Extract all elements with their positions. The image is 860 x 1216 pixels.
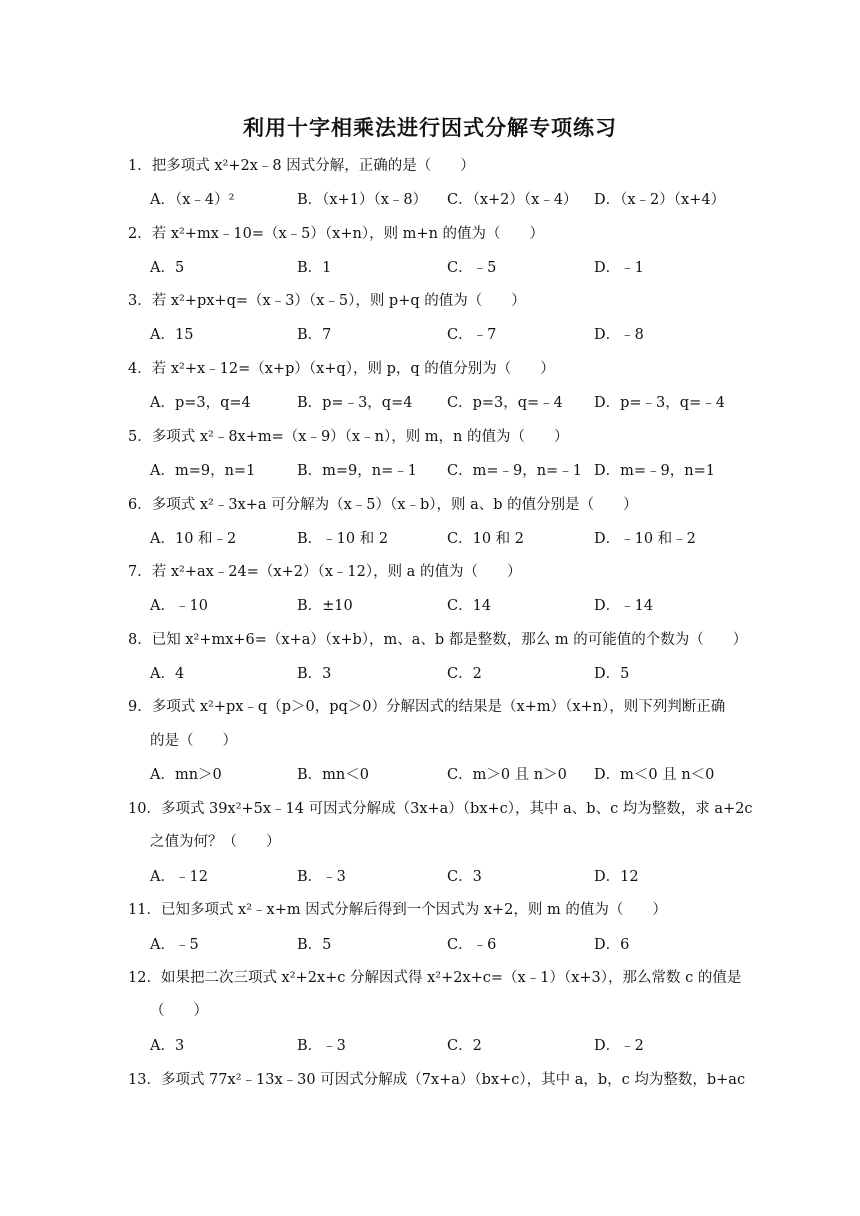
option-b: B．p=﹣3，q=4 bbox=[297, 395, 413, 411]
option-c: C．m＞0 且 n＞0 bbox=[447, 767, 567, 783]
option-c: C．p=3，q=﹣4 bbox=[447, 395, 563, 411]
question-stem: 11．已知多项式 x²﹣x+m 因式分解后得到一个因式为 x+2，则 m 的值为（ ） bbox=[128, 902, 667, 918]
question-stem-continuation: （ ） bbox=[150, 1003, 208, 1019]
option-c: C．2 bbox=[447, 1038, 482, 1054]
option-b: B．5 bbox=[297, 937, 332, 953]
option-b: B．（x+1）（x﹣8） bbox=[297, 192, 428, 208]
option-d: D．﹣14 bbox=[594, 598, 654, 614]
option-c: C．﹣7 bbox=[447, 327, 497, 343]
page-title: 利用十字相乘法进行因式分解专项练习 bbox=[243, 115, 617, 140]
option-b: B．3 bbox=[297, 666, 332, 682]
option-d: D．﹣8 bbox=[594, 327, 644, 343]
question-stem: 6．多项式 x²﹣3x+a 可分解为（x﹣5）（x﹣b），则 a、b 的值分别是（ ） bbox=[128, 497, 638, 513]
option-c: C．m=﹣9，n=﹣1 bbox=[447, 463, 582, 479]
option-c: C．14 bbox=[447, 598, 492, 614]
question-stem: 12．如果把二次三项式 x²+2x+c 分解因式得 x²+2x+c=（x﹣1）（x+3），那么常数 c 的值是 bbox=[128, 970, 742, 986]
option-c: C．﹣6 bbox=[447, 937, 497, 953]
question-stem: 3．若 x²+px+q=（x﹣3）（x﹣5），则 p+q 的值为（ ） bbox=[128, 293, 526, 309]
option-d: D．m＜0 且 n＜0 bbox=[594, 767, 715, 783]
option-a: A．﹣5 bbox=[150, 937, 199, 953]
option-b: B．m=9，n=﹣1 bbox=[297, 463, 417, 479]
option-a: A．﹣12 bbox=[150, 869, 208, 885]
option-a: A．（x﹣4）² bbox=[150, 192, 235, 208]
option-d: D．﹣2 bbox=[594, 1038, 644, 1054]
option-a: A．3 bbox=[150, 1038, 185, 1054]
option-d: D．（x﹣2）（x+4） bbox=[594, 192, 726, 208]
question-stem: 8．已知 x²+mx+6=（x+a）（x+b），m、a、b 都是整数，那么 m 的可能值的个数为（ ） bbox=[128, 632, 748, 648]
option-c: C．10 和 2 bbox=[447, 531, 524, 547]
option-a: A．10 和﹣2 bbox=[150, 531, 237, 547]
question-stem: 1．把多项式 x²+2x﹣8 因式分解，正确的是（ ） bbox=[128, 158, 475, 174]
option-b: B．﹣3 bbox=[297, 1038, 346, 1054]
option-a: A．﹣10 bbox=[150, 598, 208, 614]
question-stem-continuation: 之值为何？（ ） bbox=[150, 834, 281, 850]
option-b: B．﹣10 和 2 bbox=[297, 531, 389, 547]
option-c: C．2 bbox=[447, 666, 482, 682]
option-a: A．15 bbox=[150, 327, 194, 343]
option-a: A．p=3，q=4 bbox=[150, 395, 251, 411]
option-c: C．3 bbox=[447, 869, 482, 885]
question-stem: 2．若 x²+mx﹣10=（x﹣5）（x+n），则 m+n 的值为（ ） bbox=[128, 226, 545, 242]
option-c: C．﹣5 bbox=[447, 260, 497, 276]
question-stem: 4．若 x²+x﹣12=（x+p）（x+q），则 p，q 的值分别为（ ） bbox=[128, 361, 555, 377]
option-a: A．4 bbox=[150, 666, 185, 682]
option-b: B．±10 bbox=[297, 598, 353, 614]
option-c: C．（x+2）（x﹣4） bbox=[447, 192, 578, 208]
option-d: D．﹣1 bbox=[594, 260, 644, 276]
question-stem: 9．多项式 x²+px﹣q（p＞0，pq＞0）分解因式的结果是（x+m）（x+n），则下列判断正确 bbox=[128, 699, 726, 715]
option-a: A．m=9，n=1 bbox=[150, 463, 256, 479]
option-b: B．1 bbox=[297, 260, 332, 276]
option-d: D．5 bbox=[594, 666, 630, 682]
option-a: A．mn＞0 bbox=[150, 767, 222, 783]
option-b: B．7 bbox=[297, 327, 332, 343]
question-stem: 10．多项式 39x²+5x﹣14 可因式分解成（3x+a）（bx+c），其中 a、b、c 均为整数，求 a+2c bbox=[128, 801, 753, 817]
question-stem: 7．若 x²+ax﹣24=（x+2）（x﹣12），则 a 的值为（ ） bbox=[128, 564, 522, 580]
option-d: D．6 bbox=[594, 937, 630, 953]
option-d: D．p=﹣3，q=﹣4 bbox=[594, 395, 725, 411]
option-a: A．5 bbox=[150, 260, 185, 276]
option-d: D．m=﹣9，n=1 bbox=[594, 463, 715, 479]
question-stem: 5．多项式 x²﹣8x+m=（x﹣9）（x﹣n），则 m，n 的值为（ ） bbox=[128, 429, 569, 445]
option-b: B．﹣3 bbox=[297, 869, 346, 885]
option-d: D．﹣10 和﹣2 bbox=[594, 531, 696, 547]
option-d: D．12 bbox=[594, 869, 639, 885]
question-stem: 13．多项式 77x²﹣13x﹣30 可因式分解成（7x+a）（bx+c），其中 a，b，c 均为整数，b+ac bbox=[128, 1072, 746, 1088]
question-stem-continuation: 的是（ ） bbox=[150, 733, 237, 749]
option-b: B．mn＜0 bbox=[297, 767, 369, 783]
